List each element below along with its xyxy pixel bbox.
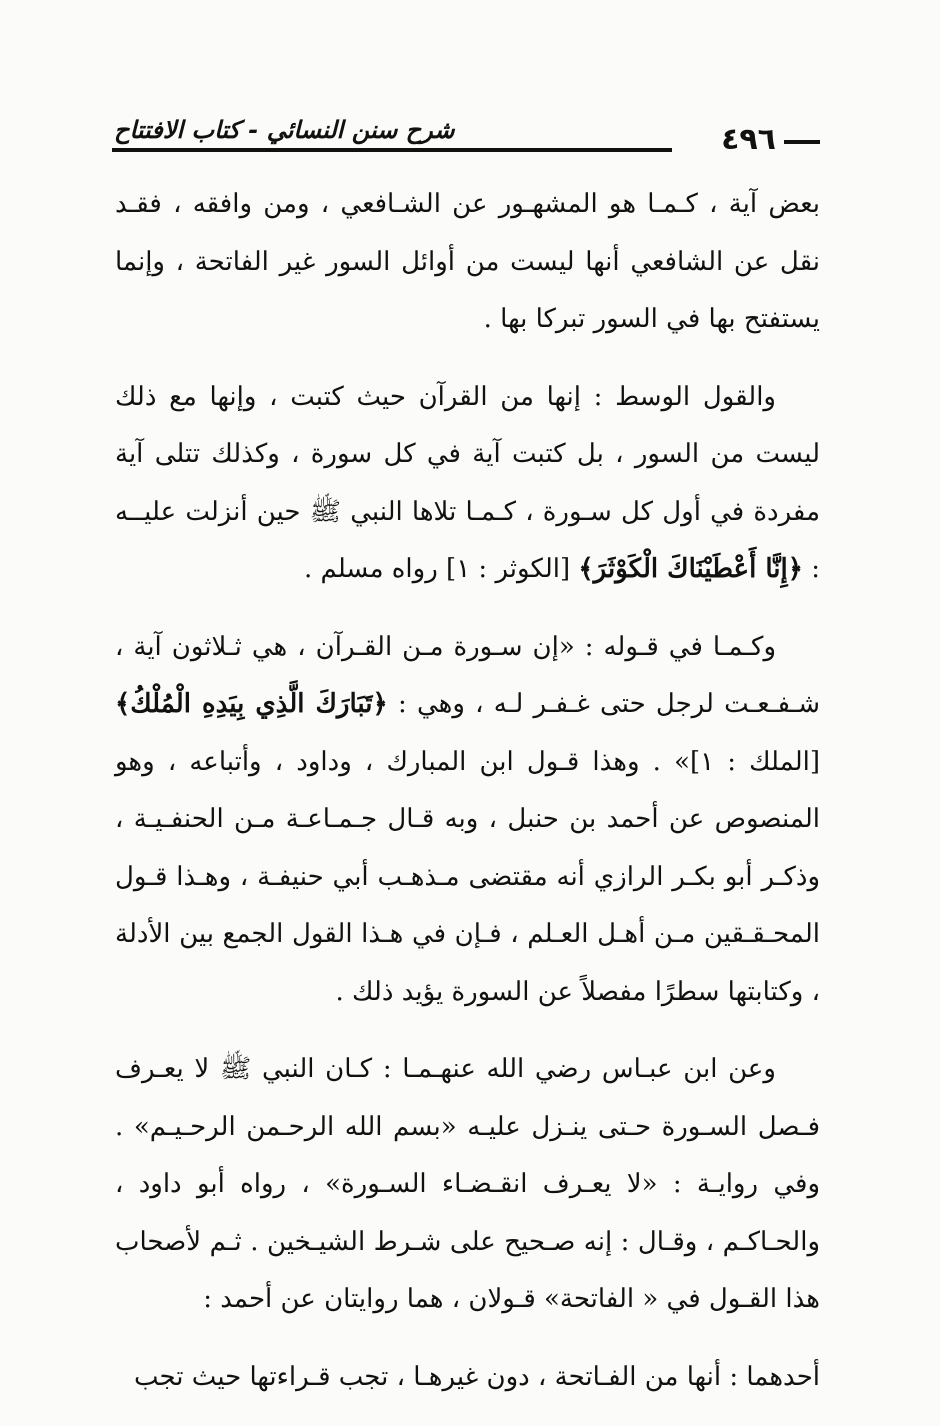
- paragraph-1: [115, 176, 820, 349]
- header-rule: [112, 148, 672, 152]
- paragraph-5: [115, 1349, 820, 1407]
- paragraph-text: بعض آية ، كـمـا هو المشهـور عن الشـافعي ، ومن وافقه ، فقـد نقل عن الشافعي أنها ليست من أوائل السور غير الفاتحة ، وإنما يستفتح بها في السور تبركا بها .: [115, 189, 820, 334]
- paragraph-text: [الكوثر : ١] رواه مسلم .: [303, 554, 579, 584]
- body-text: [115, 176, 820, 1426]
- paragraph-2: [115, 369, 820, 599]
- paragraph-text: وعن ابن عبـاس رضي الله عنهـمـا : كـان النبي ﷺ لا يعـرف فـصل السـورة حـتى ينـزل عليـه «بسم الله الرحـمن الرحـيـم» . وفي روايـة : «لا يعـرف انقـضـاء السـورة» ، رواه أبو داود ، والحـاكـم ، وقـال : إنه صـحيح على شـرط الشيـخين . ثـم لأصحاب هذا القـول في « الفاتحة» قـولان ، هما روايتان عن أحمد :: [115, 1054, 820, 1314]
- page-number: ٤٩٦: [721, 122, 776, 157]
- header-title: شرح سنن النسائي - كتاب الافتتاح: [114, 116, 455, 144]
- running-header: [112, 112, 820, 160]
- quran-verse: ﴿تَبَارَكَ الَّذِي بِيَدِهِ الْمُلْكُ﴾: [115, 689, 388, 719]
- paragraph-text: أحدهما : أنها من الفـاتحة ، دون غيرهـا ، تجب قـراءتها حيث تجب: [133, 1361, 820, 1392]
- page-number-dash: [784, 140, 820, 144]
- paragraph-4: [115, 1041, 820, 1329]
- paragraph-text: والقول الوسط : إنها من القرآن حيث كتبت ، وإنها مع ذلك ليست من السور ، بل كتبت آية في كل سورة ، وكذلك تتلى آية مفردة في أول كل سـورة ، كـمـا تلاها النبي ﷺ حين أنزلت عليــه :: [115, 381, 820, 584]
- paragraph-3: [115, 619, 820, 1022]
- paragraph-text: [الملك : ١]» . وهذا قـول ابن المبارك ، وداود ، وأتباعه ، وهو المنصوص عن أحمد بن حنبل ، وبه قـال جـمـاعـة مـن الحنفـيـة ، وذكـر أبو بكـر الرازي أنه مقتضى مـذهـب أبي حنيفـة ، وهـذا قـول المحـقـقين مـن أهـل العـلم ، فـإن في هـذا القول الجمع بين الأدلة ، وكتابتها سطرًا مفصلاً عن السورة يؤيد ذلك .: [115, 746, 821, 1007]
- quran-verse: ﴿إِنَّا أَعْطَيْنَاكَ الْكَوْثَرَ﴾: [578, 554, 803, 584]
- paragraph-text: وكـمـا في قـوله : «إن سـورة مـن القـرآن ، هي ثـلاثون آية ، شـفـعـت لرجل حتى غـفـر لـه ، وهي :: [115, 631, 821, 719]
